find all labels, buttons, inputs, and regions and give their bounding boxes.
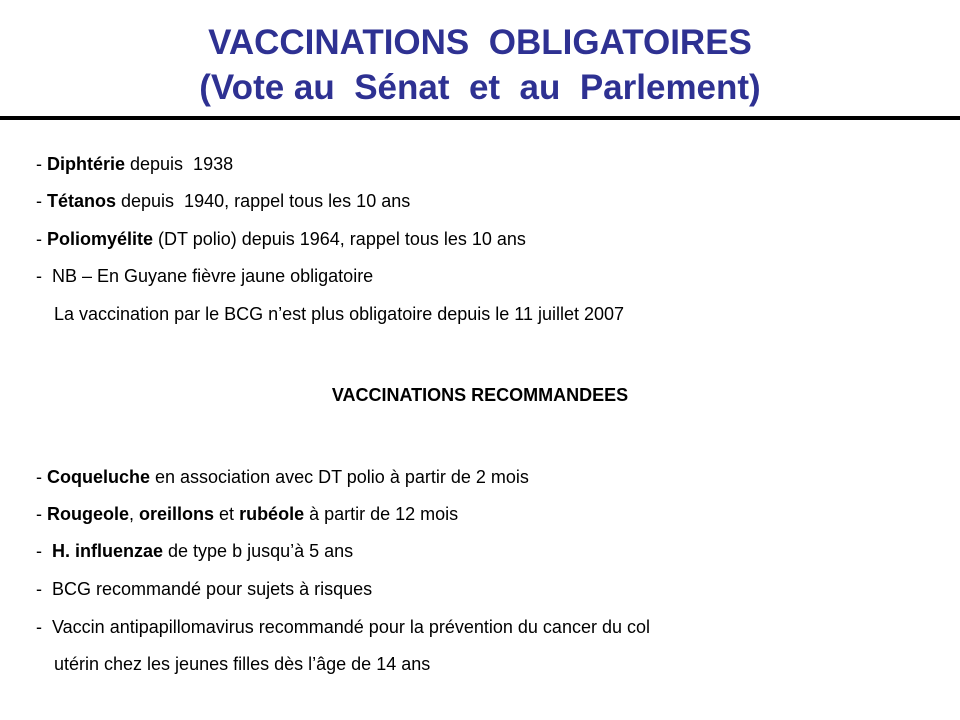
vaccine-name-rougeole: Rougeole [47,504,130,524]
list-item-tetanos [36,190,410,212]
vaccine-name: Poliomyélite [47,229,154,249]
vaccine-detail: à partir de 12 mois [304,504,459,524]
vaccine-detail: en association avec DT polio à partir de 2 mois [150,467,529,487]
bcg-note: La vaccination par le BCG n’est plus obligatoire depuis le 11 juillet 2007 [54,304,625,324]
list-item-diphterie [36,153,233,175]
note-text: NB – En Guyane fièvre jaune obligatoire [52,266,374,286]
vaccine-detail: BCG recommandé pour sujets à risques [52,579,373,599]
list-item-nb-guyane [36,265,373,287]
slide-title-line-2: (Vote au Sénat et au Parlement) [199,68,761,107]
vaccine-name-rubeole: rubéole [239,504,305,524]
vaccine-detail: depuis 1938 [125,154,234,174]
vaccine-detail: (DT polio) depuis 1964, rappel tous les 10 ans [153,229,526,249]
list-item-h-influenzae [36,540,353,562]
vaccine-name-oreillons: oreillons [139,504,215,524]
section-title-recommandees: VACCINATIONS RECOMMANDEES [331,385,629,405]
separator-text: et [214,504,240,524]
vaccine-detail: Vaccin antipapillomavirus recommandé pour la prévention du cancer du col [52,617,650,637]
list-item-poliomyelite [36,228,526,250]
bullet-dash: - [36,579,52,599]
title-divider [0,116,960,120]
bullet-dash: - [36,467,47,487]
vaccine-name: Diphtérie [47,154,126,174]
vaccine-name: H. influenzae [52,541,164,561]
list-item-coqueluche [36,466,529,488]
bullet-dash: - [36,504,47,524]
vaccine-detail: depuis 1940, rappel tous les 10 ans [116,191,411,211]
bullet-dash: - [36,229,47,249]
vaccine-name: Coqueluche [47,467,151,487]
list-item-bcg [36,578,372,600]
bullet-dash: - [36,617,52,637]
list-item-hpv-continuation: utérin chez les jeunes filles dès l’âge de 14 ans [54,654,431,674]
list-item-hpv [36,616,650,638]
list-item-ror [36,503,458,525]
slide-title-line-1: VACCINATIONS OBLIGATOIRES [208,23,752,62]
bullet-dash: - [36,191,47,211]
vaccine-name: Tétanos [47,191,117,211]
bullet-dash: - [36,266,52,286]
vaccine-detail: de type b jusqu’à 5 ans [163,541,354,561]
bullet-dash: - [36,541,52,561]
separator-text: , [129,504,140,524]
bullet-dash: - [36,154,47,174]
